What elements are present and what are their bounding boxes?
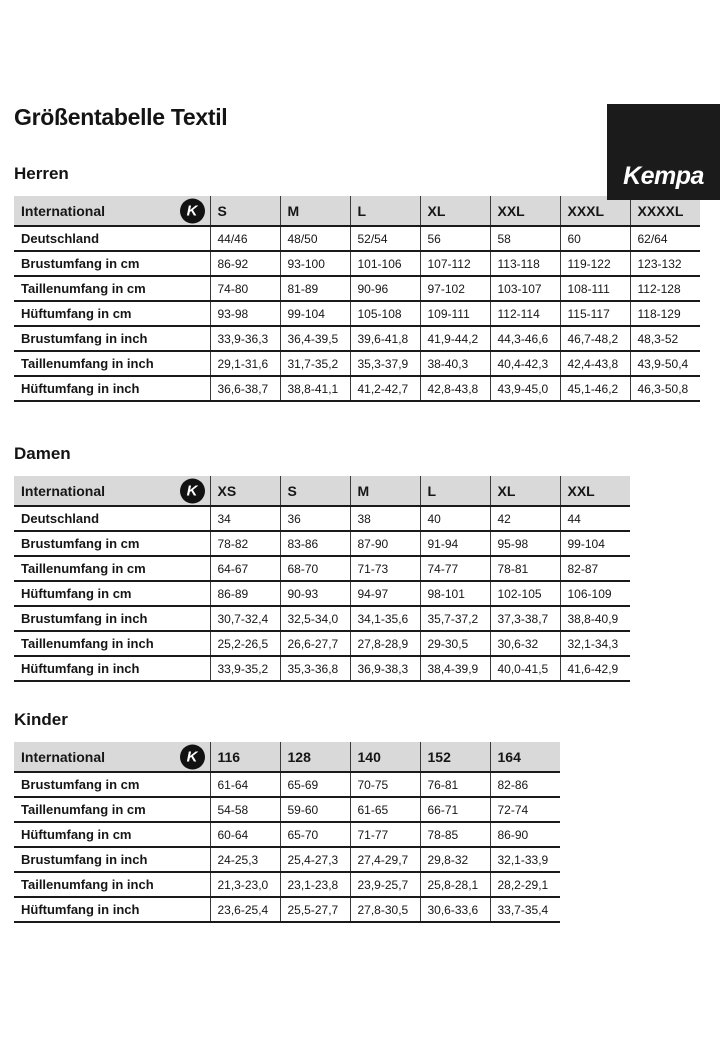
- size-column-header: L: [420, 476, 490, 506]
- size-value: 33,9-36,3: [210, 326, 280, 351]
- size-value: 38,8-41,1: [280, 376, 350, 401]
- size-value: 112-128: [630, 276, 700, 301]
- table-row: [14, 822, 560, 847]
- size-value: 40,4-42,3: [490, 351, 560, 376]
- size-value: 65-70: [280, 822, 350, 847]
- size-value: 105-108: [350, 301, 420, 326]
- size-table-herren: [14, 196, 700, 402]
- header-label-cell: [14, 196, 210, 226]
- size-value: 36,6-38,7: [210, 376, 280, 401]
- header-label-text: International: [21, 748, 106, 765]
- size-value: 86-92: [210, 251, 280, 276]
- row-label: Taillenumfang in inch: [21, 636, 154, 651]
- size-value: 23,9-25,7: [350, 872, 420, 897]
- size-value: 97-102: [420, 276, 490, 301]
- size-value: 43,9-45,0: [490, 376, 560, 401]
- size-value: 60-64: [210, 822, 280, 847]
- row-label: Taillenumfang in cm: [21, 802, 146, 817]
- table-row: [14, 326, 700, 351]
- size-value: 33,7-35,4: [490, 897, 560, 922]
- row-label: Hüftumfang in cm: [21, 586, 132, 601]
- kempa-logo: [607, 104, 720, 200]
- size-value: 44: [560, 506, 630, 531]
- size-value: 102-105: [490, 581, 560, 606]
- size-table-kinder: [14, 742, 560, 923]
- row-label: Deutschland: [21, 511, 100, 526]
- size-value: 41,2-42,7: [350, 376, 420, 401]
- size-value: 43,9-50,4: [630, 351, 700, 376]
- size-value: 30,6-32: [490, 631, 560, 656]
- section-heading-damen: Damen: [14, 444, 71, 463]
- size-value: 107-112: [420, 251, 490, 276]
- row-label: Brustumfang in cm: [21, 256, 140, 271]
- size-value: 25,4-27,3: [280, 847, 350, 872]
- size-value: 29,8-32: [420, 847, 490, 872]
- size-column-header: XL: [490, 476, 560, 506]
- size-value: 72-74: [490, 797, 560, 822]
- size-column-header: M: [350, 476, 420, 506]
- size-value: 39,6-41,8: [350, 326, 420, 351]
- size-column-header: S: [280, 476, 350, 506]
- row-label: Brustumfang in inch: [21, 611, 148, 626]
- row-label: Taillenumfang in inch: [21, 877, 154, 892]
- size-value: 38,8-40,9: [560, 606, 630, 631]
- size-value: 87-90: [350, 531, 420, 556]
- table-row: [14, 351, 700, 376]
- size-value: 26,6-27,7: [280, 631, 350, 656]
- size-value: 32,1-33,9: [490, 847, 560, 872]
- row-label: Hüftumfang in inch: [21, 661, 140, 676]
- size-value: 34,1-35,6: [350, 606, 420, 631]
- size-value: 32,1-34,3: [560, 631, 630, 656]
- row-label: Brustumfang in cm: [21, 536, 140, 551]
- size-value: 62/64: [630, 226, 700, 251]
- table-row: [14, 847, 560, 872]
- size-value: 41,9-44,2: [420, 326, 490, 351]
- size-value: 28,2-29,1: [490, 872, 560, 897]
- table-row: [14, 772, 560, 797]
- size-value: 34: [210, 506, 280, 531]
- table-header-row: [14, 196, 700, 226]
- size-value: 54-58: [210, 797, 280, 822]
- page-content: [0, 104, 720, 923]
- size-column-header: 116: [210, 742, 280, 772]
- size-value: 30,7-32,4: [210, 606, 280, 631]
- table-row: [14, 897, 560, 922]
- size-value: 68-70: [280, 556, 350, 581]
- size-value: 30,6-33,6: [420, 897, 490, 922]
- size-value: 123-132: [630, 251, 700, 276]
- size-value: 35,3-36,8: [280, 656, 350, 681]
- table-row: [14, 531, 630, 556]
- table-row: [14, 226, 700, 251]
- row-label: Hüftumfang in inch: [21, 381, 140, 396]
- row-label: Taillenumfang in cm: [21, 281, 146, 296]
- size-column-header: XXXXL: [630, 196, 700, 226]
- size-column-header: XXL: [490, 196, 560, 226]
- section-kinder: [14, 710, 706, 923]
- kempa-k-icon: K: [180, 744, 205, 769]
- size-value: 36,9-38,3: [350, 656, 420, 681]
- size-value: 46,3-50,8: [630, 376, 700, 401]
- table-row: [14, 251, 700, 276]
- size-column-header: XXXL: [560, 196, 630, 226]
- size-value: 38-40,3: [420, 351, 490, 376]
- size-value: 52/54: [350, 226, 420, 251]
- table-row: [14, 797, 560, 822]
- size-value: 48/50: [280, 226, 350, 251]
- size-value: 61-64: [210, 772, 280, 797]
- size-value: 31,7-35,2: [280, 351, 350, 376]
- size-value: 112-114: [490, 301, 560, 326]
- row-label: Hüftumfang in cm: [21, 827, 132, 842]
- size-value: 109-111: [420, 301, 490, 326]
- size-column-header: S: [210, 196, 280, 226]
- size-value: 32,5-34,0: [280, 606, 350, 631]
- table-header-row: [14, 742, 560, 772]
- size-value: 103-107: [490, 276, 560, 301]
- size-value: 119-122: [560, 251, 630, 276]
- size-value: 86-90: [490, 822, 560, 847]
- size-column-header: L: [350, 196, 420, 226]
- size-value: 42: [490, 506, 560, 531]
- size-value: 56: [420, 226, 490, 251]
- section-heading-herren: Herren: [14, 164, 69, 183]
- size-value: 36,4-39,5: [280, 326, 350, 351]
- row-label: Brustumfang in inch: [21, 331, 148, 346]
- size-value: 93-100: [280, 251, 350, 276]
- row-label: Taillenumfang in inch: [21, 356, 154, 371]
- header-label-cell: [14, 476, 210, 506]
- row-label: Taillenumfang in cm: [21, 561, 146, 576]
- size-value: 81-89: [280, 276, 350, 301]
- size-value: 48,3-52: [630, 326, 700, 351]
- header-label-text: International: [21, 482, 106, 499]
- size-value: 106-109: [560, 581, 630, 606]
- size-value: 99-104: [280, 301, 350, 326]
- size-column-header: M: [280, 196, 350, 226]
- size-value: 40: [420, 506, 490, 531]
- size-value: 29,1-31,6: [210, 351, 280, 376]
- size-value: 25,8-28,1: [420, 872, 490, 897]
- size-value: 74-80: [210, 276, 280, 301]
- size-value: 70-75: [350, 772, 420, 797]
- size-value: 25,2-26,5: [210, 631, 280, 656]
- size-value: 40,0-41,5: [490, 656, 560, 681]
- size-value: 91-94: [420, 531, 490, 556]
- size-value: 33,9-35,2: [210, 656, 280, 681]
- size-value: 82-86: [490, 772, 560, 797]
- size-value: 86-89: [210, 581, 280, 606]
- size-value: 118-129: [630, 301, 700, 326]
- size-value: 41,6-42,9: [560, 656, 630, 681]
- size-value: 65-69: [280, 772, 350, 797]
- table-row: [14, 556, 630, 581]
- size-value: 21,3-23,0: [210, 872, 280, 897]
- row-label: Hüftumfang in inch: [21, 902, 140, 917]
- size-column-header: 152: [420, 742, 490, 772]
- size-value: 23,1-23,8: [280, 872, 350, 897]
- size-column-header: 140: [350, 742, 420, 772]
- size-value: 78-85: [420, 822, 490, 847]
- size-value: 76-81: [420, 772, 490, 797]
- table-row: [14, 276, 700, 301]
- section-damen: [14, 444, 706, 682]
- size-value: 95-98: [490, 531, 560, 556]
- size-value: 46,7-48,2: [560, 326, 630, 351]
- size-value: 36: [280, 506, 350, 531]
- size-value: 23,6-25,4: [210, 897, 280, 922]
- size-value: 24-25,3: [210, 847, 280, 872]
- table-row: [14, 606, 630, 631]
- table-row: [14, 872, 560, 897]
- page-title: Größentabelle Textil: [14, 104, 228, 130]
- size-value: 94-97: [350, 581, 420, 606]
- size-value: 42,4-43,8: [560, 351, 630, 376]
- table-row: [14, 631, 630, 656]
- size-value: 83-86: [280, 531, 350, 556]
- table-row: [14, 506, 630, 531]
- size-value: 115-117: [560, 301, 630, 326]
- table-row: [14, 301, 700, 326]
- size-value: 38: [350, 506, 420, 531]
- size-value: 71-77: [350, 822, 420, 847]
- section-herren: [14, 164, 706, 402]
- size-column-header: 128: [280, 742, 350, 772]
- row-label: Brustumfang in cm: [21, 777, 140, 792]
- size-value: 78-81: [490, 556, 560, 581]
- size-value: 37,3-38,7: [490, 606, 560, 631]
- size-value: 71-73: [350, 556, 420, 581]
- header-label-cell: [14, 742, 210, 772]
- size-value: 101-106: [350, 251, 420, 276]
- size-value: 35,3-37,9: [350, 351, 420, 376]
- size-value: 29-30,5: [420, 631, 490, 656]
- size-value: 27,8-30,5: [350, 897, 420, 922]
- size-value: 35,7-37,2: [420, 606, 490, 631]
- size-value: 93-98: [210, 301, 280, 326]
- size-value: 27,8-28,9: [350, 631, 420, 656]
- size-value: 38,4-39,9: [420, 656, 490, 681]
- size-value: 44/46: [210, 226, 280, 251]
- size-column-header: XL: [420, 196, 490, 226]
- size-table-damen: [14, 476, 630, 682]
- size-value: 82-87: [560, 556, 630, 581]
- row-label: Hüftumfang in cm: [21, 306, 132, 321]
- size-value: 98-101: [420, 581, 490, 606]
- size-value: 108-111: [560, 276, 630, 301]
- size-value: 27,4-29,7: [350, 847, 420, 872]
- section-heading-kinder: Kinder: [14, 710, 68, 729]
- size-value: 45,1-46,2: [560, 376, 630, 401]
- table-header-row: [14, 476, 630, 506]
- size-column-header: XXL: [560, 476, 630, 506]
- size-value: 25,5-27,7: [280, 897, 350, 922]
- size-value: 99-104: [560, 531, 630, 556]
- size-value: 90-93: [280, 581, 350, 606]
- row-label: Brustumfang in inch: [21, 852, 148, 867]
- size-value: 74-77: [420, 556, 490, 581]
- size-value: 64-67: [210, 556, 280, 581]
- size-value: 90-96: [350, 276, 420, 301]
- size-value: 66-71: [420, 797, 490, 822]
- table-row: [14, 581, 630, 606]
- header-label-text: International: [21, 202, 106, 219]
- row-label: Deutschland: [21, 231, 100, 246]
- size-value: 78-82: [210, 531, 280, 556]
- size-value: 58: [490, 226, 560, 251]
- table-row: [14, 656, 630, 681]
- kempa-k-icon: K: [180, 478, 205, 503]
- size-value: 61-65: [350, 797, 420, 822]
- size-value: 44,3-46,6: [490, 326, 560, 351]
- kempa-k-icon: K: [180, 198, 205, 223]
- kempa-logo-text: Kempa: [623, 162, 704, 190]
- size-value: 42,8-43,8: [420, 376, 490, 401]
- size-column-header: XS: [210, 476, 280, 506]
- size-value: 59-60: [280, 797, 350, 822]
- size-value: 60: [560, 226, 630, 251]
- table-row: [14, 376, 700, 401]
- size-value: 113-118: [490, 251, 560, 276]
- size-column-header: 164: [490, 742, 560, 772]
